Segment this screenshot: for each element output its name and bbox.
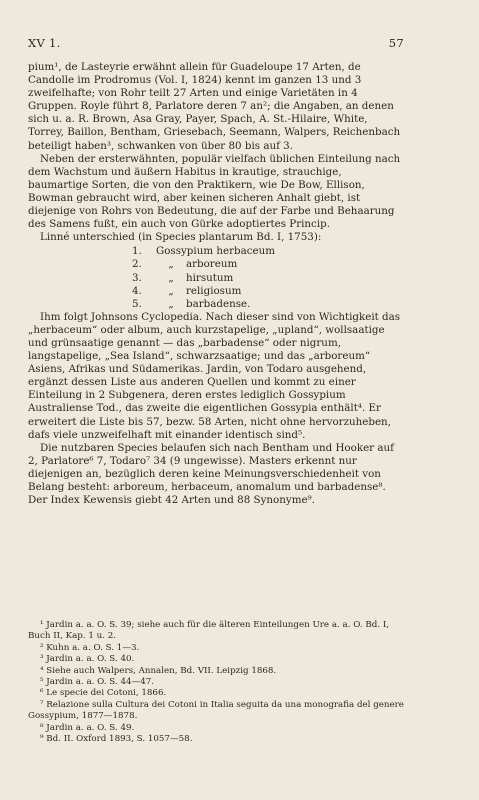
list-item-number: 1.: [132, 245, 142, 258]
footnote: ⁵ Jardin a. a. O. S. 44—47.: [40, 677, 155, 688]
list-item-number: 4.: [132, 284, 142, 297]
footnote: ³ Jardin a. a. O. S. 40.: [40, 654, 135, 665]
footnote: ⁹ Bd. II. Oxford 1893, S. 1057—58.: [40, 734, 193, 745]
list-item: [132, 285, 404, 298]
paragraph-5: Die nutzbaren Species belaufen sich nach Bentham und Hooker auf 2, Parlatore⁶ 7, Todaro⁷ 34 (9 ungewisse). Masters erkennt nur diejenigen an, bezüglich deren keine Meinungsverschiedenheit von Belang besteht: arboreum, herbaceum, anomalum und barbadense⁸. Der Index Kewensis giebt 42 Arten und 88 Synonyme⁹.: [28, 441, 394, 507]
ditto-mark: „: [168, 297, 174, 310]
list-item-name: religiosum: [186, 284, 242, 297]
list-item-number: 3.: [132, 271, 142, 284]
footnote: ⁸ Jardin a. a. O. S. 49.: [40, 722, 135, 733]
list-item-name: hirsutum: [186, 271, 234, 284]
list-item-number: 5.: [132, 297, 142, 310]
footnote: ⁷ Relazione sulla Cultura dei Cotoni in Italia seguita da una monografia del genere Gossypium, 1877—1878.: [28, 699, 404, 722]
footnote: ⁶ Le specie dei Cotoni, 1866.: [40, 688, 167, 699]
ditto-mark: „: [168, 271, 174, 284]
paragraph-2: Neben der ersterwähnten, populär vielfach üblichen Einteilung nach dem Wachstum und äußern Habitus in krautige, strauchige, baumartige Sorten, die von den Praktikern, wie De Bow, Ellison, Bowman gebraucht wird, aber keinen sicheren Anhalt giebt, ist diejenige von Rohrs von Bedeutung, die auf der Farbe und Behaarung des Samens fußt, ein auch von Gürke adoptiertes Princip.: [28, 152, 401, 231]
list-item-name: Gossypium herbaceum: [156, 245, 275, 258]
list-item: [132, 258, 404, 271]
page-header: [28, 36, 404, 50]
footnote: ¹ Jardin a. a. O. S. 39; siehe auch für die älteren Einteilungen Ure a. a. O. Bd. I, Buch II, Kap. 1 u. 2.: [28, 620, 390, 642]
list-item-name: arboreum: [186, 258, 238, 271]
linne-species-list: [132, 245, 404, 310]
footnote: ² Kuhn a. a. O. S. 1—3.: [40, 642, 140, 653]
ditto-mark: „: [168, 284, 174, 297]
paragraph-4: Ihm folgt Johnsons Cyclopedia. Nach dieser sind von Wichtigkeit das „herbaceum“ oder album, auch kurzstapelige, „upland“, wollsaatige und grünsaatige genannt — das „barbadense“ oder nigrum, langstapelige, „Sea Island“, schwarzsaatige; und das „arboreum“ Asiens, Afrikas und Südamerikas. Jardin, von Todaro ausgehend, ergänzt dessen Liste aus anderen Quellen und kommt zu einer Einteilung in 2 Subgenera, deren erstes lediglich Gossypium Australiense Tod., das zweite die eigentlichen Gossypia enthält⁴. Er erweitert die Liste bis 57, bezw. 58 Arten, nicht ohne hervorzuheben, dafs viele unzweifelhaft mit einander identisch sind⁵.: [28, 310, 401, 441]
footnote: ⁴ Siehe auch Walpers, Annalen, Bd. VII. Leipzig 1868.: [40, 665, 277, 676]
list-item: [132, 245, 404, 258]
paragraph-1: pium¹, de Lasteyrie erwähnt allein für Guadeloupe 17 Arten, de Candolle im Prodromus (Vol. I, 1824) kennt im ganzen 13 und 3 zweifelhafte; von Rohr teilt 27 Arten und einige Varietäten in 4 Gruppen. Royle führt 8, Parlatore deren 7 an²; die Angaben, an denen sich u. a. R. Brown, Asa Gray, Payer, Spach, A. St.-Hilaire, White, Torrey, Baillon, Bentham, Griesebach, Seemann, Walpers, Reichenbach beteiligt haben³, schwanken von über 80 bis auf 3.: [28, 61, 401, 152]
main-text: [28, 61, 404, 507]
list-item-name: barbadense.: [186, 297, 251, 310]
paragraph-3: Linné unterschied (in Species plantarum Bd. I, 1753):: [40, 231, 322, 244]
volume-label: XV 1.: [28, 36, 61, 50]
list-item-number: 2.: [132, 258, 142, 271]
list-item: [132, 272, 404, 285]
list-item: [132, 298, 404, 311]
footnotes: [28, 620, 404, 745]
ditto-mark: „: [168, 258, 174, 271]
page-number: 57: [388, 36, 404, 50]
